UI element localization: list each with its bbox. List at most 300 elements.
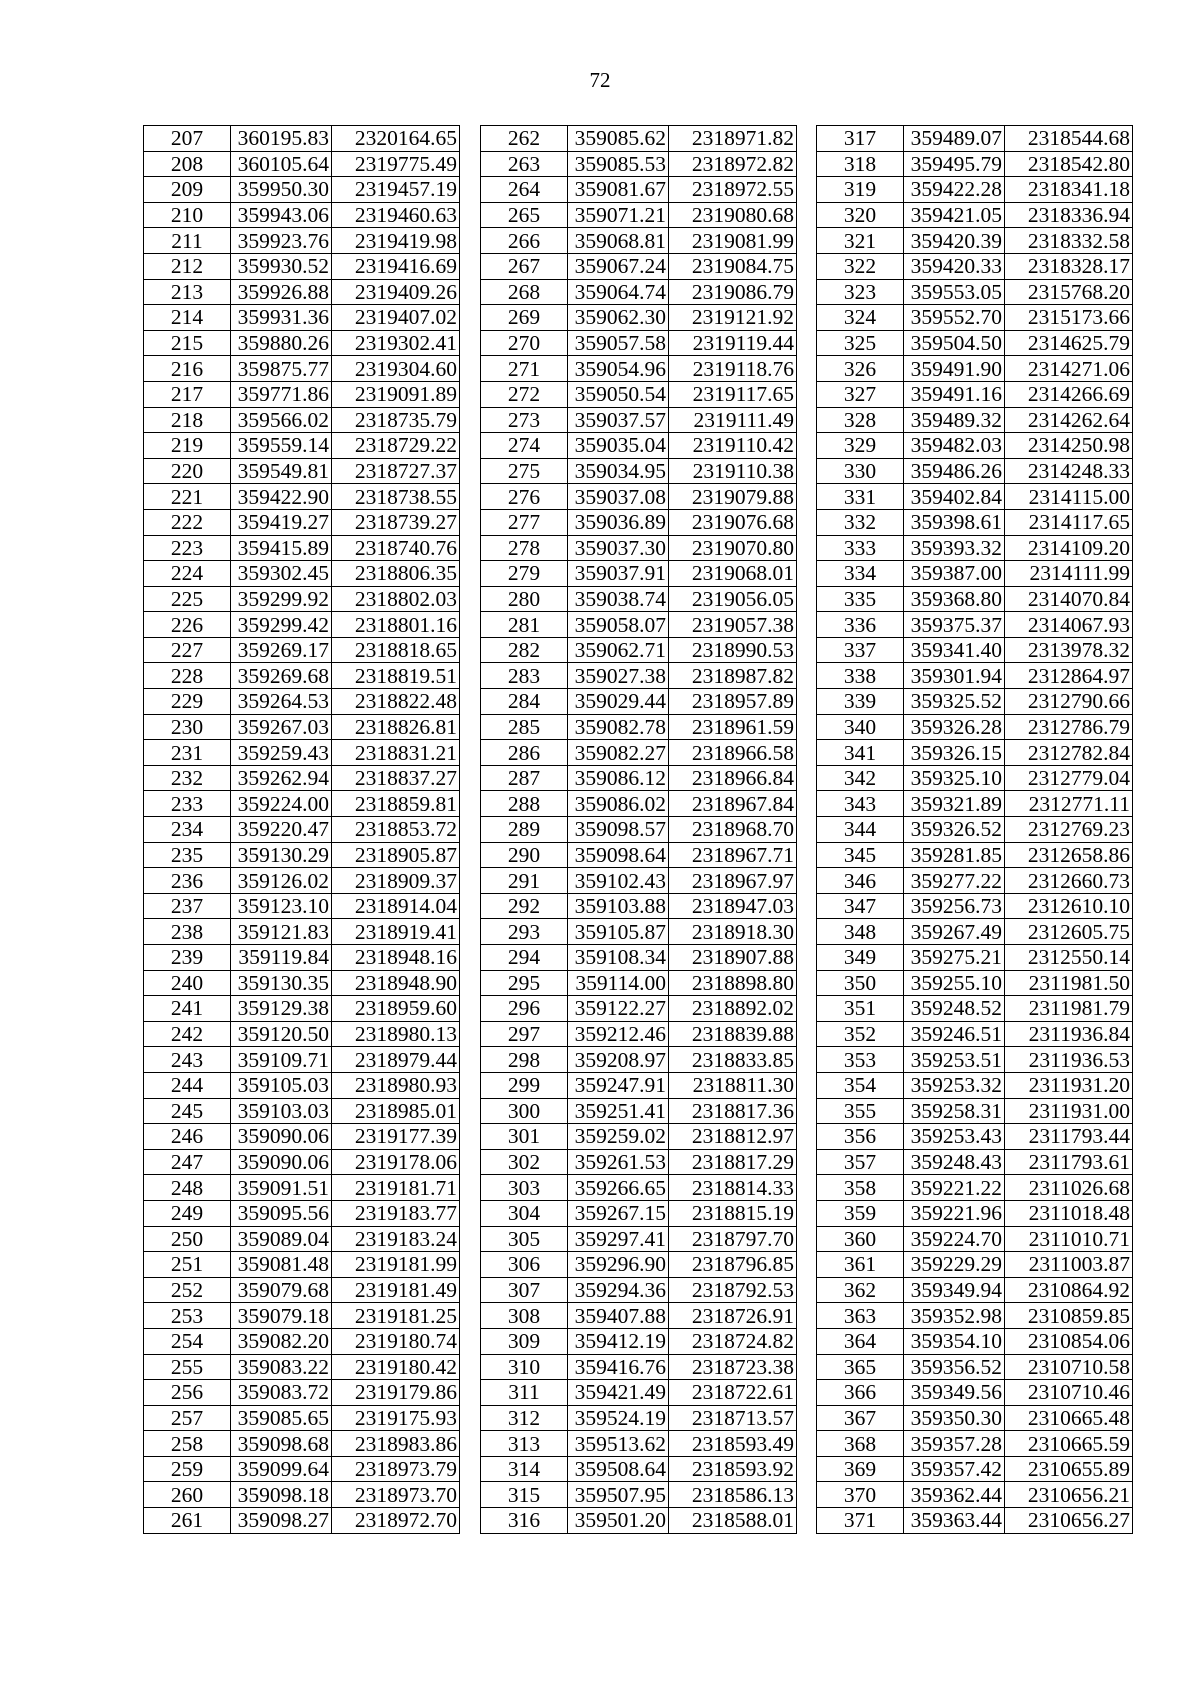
x-coordinate-cell: 359120.50 (231, 1021, 332, 1047)
x-coordinate-cell: 359248.52 (904, 996, 1005, 1022)
table-row (817, 279, 1133, 305)
y-coordinate-cell: 2319076.68 (669, 509, 797, 535)
y-coordinate-cell: 2319181.49 (332, 1277, 460, 1303)
coordinate-table-1 (143, 125, 460, 1534)
point-number-cell: 269 (481, 305, 568, 331)
table-row (817, 1124, 1133, 1150)
point-number-cell: 292 (481, 893, 568, 919)
table-row (481, 1149, 797, 1175)
table-row (144, 945, 460, 971)
table-row (481, 433, 797, 459)
point-number-cell: 221 (144, 484, 231, 510)
x-coordinate-cell: 359501.20 (568, 1508, 669, 1534)
point-number-cell: 277 (481, 509, 568, 535)
y-coordinate-cell: 2311981.79 (1005, 996, 1133, 1022)
point-number-cell: 235 (144, 842, 231, 868)
x-coordinate-cell: 359103.03 (231, 1098, 332, 1124)
x-coordinate-cell: 359130.29 (231, 842, 332, 868)
x-coordinate-cell: 359508.64 (568, 1456, 669, 1482)
x-coordinate-cell: 359341.40 (904, 637, 1005, 663)
table-row (481, 740, 797, 766)
table-row (144, 1482, 460, 1508)
table-row (481, 586, 797, 612)
table-row (481, 1508, 797, 1534)
point-number-cell: 288 (481, 791, 568, 817)
table-row (144, 612, 460, 638)
table-row (144, 407, 460, 433)
x-coordinate-cell: 359420.33 (904, 253, 1005, 279)
x-coordinate-cell: 359524.19 (568, 1405, 669, 1431)
table-row (817, 1431, 1133, 1457)
table-row (817, 765, 1133, 791)
point-number-cell: 223 (144, 535, 231, 561)
point-number-cell: 299 (481, 1072, 568, 1098)
table-row (481, 1277, 797, 1303)
y-coordinate-cell: 2318811.30 (669, 1072, 797, 1098)
y-coordinate-cell: 2319111.49 (669, 407, 797, 433)
y-coordinate-cell: 2311793.61 (1005, 1149, 1133, 1175)
point-number-cell: 336 (817, 612, 904, 638)
y-coordinate-cell: 2312658.86 (1005, 842, 1133, 868)
point-number-cell: 252 (144, 1277, 231, 1303)
y-coordinate-cell: 2319181.25 (332, 1303, 460, 1329)
x-coordinate-cell: 359415.89 (231, 535, 332, 561)
point-number-cell: 311 (481, 1380, 568, 1406)
point-number-cell: 210 (144, 202, 231, 228)
x-coordinate-cell: 359050.54 (568, 381, 669, 407)
y-coordinate-cell: 2319091.89 (332, 381, 460, 407)
x-coordinate-cell: 359296.90 (568, 1252, 669, 1278)
y-coordinate-cell: 2318796.85 (669, 1252, 797, 1278)
x-coordinate-cell: 359221.22 (904, 1175, 1005, 1201)
y-coordinate-cell: 2318909.37 (332, 868, 460, 894)
point-number-cell: 346 (817, 868, 904, 894)
y-coordinate-cell: 2318332.58 (1005, 228, 1133, 254)
x-coordinate-cell: 359258.31 (904, 1098, 1005, 1124)
y-coordinate-cell: 2318959.60 (332, 996, 460, 1022)
x-coordinate-cell: 359036.89 (568, 509, 669, 535)
y-coordinate-cell: 2319457.19 (332, 177, 460, 203)
y-coordinate-cell: 2318837.27 (332, 765, 460, 791)
x-coordinate-cell: 359375.37 (904, 612, 1005, 638)
table-row (817, 1072, 1133, 1098)
x-coordinate-cell: 359301.94 (904, 663, 1005, 689)
table-row (481, 1431, 797, 1457)
x-coordinate-cell: 359357.28 (904, 1431, 1005, 1457)
x-coordinate-cell: 359037.57 (568, 407, 669, 433)
y-coordinate-cell: 2319409.26 (332, 279, 460, 305)
table-row (144, 893, 460, 919)
point-number-cell: 349 (817, 945, 904, 971)
y-coordinate-cell: 2318892.02 (669, 996, 797, 1022)
point-number-cell: 360 (817, 1226, 904, 1252)
y-coordinate-cell: 2318729.22 (332, 433, 460, 459)
point-number-cell: 297 (481, 1021, 568, 1047)
table-row (817, 663, 1133, 689)
point-number-cell: 265 (481, 202, 568, 228)
point-number-cell: 250 (144, 1226, 231, 1252)
x-coordinate-cell: 360105.64 (231, 151, 332, 177)
point-number-cell: 367 (817, 1405, 904, 1431)
table-row (144, 458, 460, 484)
table-row (481, 458, 797, 484)
x-coordinate-cell: 359264.53 (231, 689, 332, 715)
y-coordinate-cell: 2318819.51 (332, 663, 460, 689)
y-coordinate-cell: 2319180.42 (332, 1354, 460, 1380)
y-coordinate-cell: 2318980.93 (332, 1072, 460, 1098)
table-row (144, 714, 460, 740)
x-coordinate-cell: 359058.07 (568, 612, 669, 638)
x-coordinate-cell: 359123.10 (231, 893, 332, 919)
point-number-cell: 208 (144, 151, 231, 177)
table-row (817, 1175, 1133, 1201)
table-row (481, 1098, 797, 1124)
point-number-cell: 225 (144, 586, 231, 612)
table-row (817, 1380, 1133, 1406)
point-number-cell: 325 (817, 330, 904, 356)
point-number-cell: 359 (817, 1200, 904, 1226)
table-row (481, 1482, 797, 1508)
table-row (481, 612, 797, 638)
y-coordinate-cell: 2310665.48 (1005, 1405, 1133, 1431)
y-coordinate-cell: 2318898.80 (669, 970, 797, 996)
x-coordinate-cell: 359354.10 (904, 1328, 1005, 1354)
y-coordinate-cell: 2310710.58 (1005, 1354, 1133, 1380)
table-row (817, 945, 1133, 971)
point-number-cell: 218 (144, 407, 231, 433)
table-row (144, 996, 460, 1022)
y-coordinate-cell: 2319056.05 (669, 586, 797, 612)
y-coordinate-cell: 2314250.98 (1005, 433, 1133, 459)
y-coordinate-cell: 2318723.38 (669, 1354, 797, 1380)
point-number-cell: 312 (481, 1405, 568, 1431)
x-coordinate-cell: 359261.53 (568, 1149, 669, 1175)
table-row (144, 305, 460, 331)
y-coordinate-cell: 2318853.72 (332, 817, 460, 843)
table-row (817, 1021, 1133, 1047)
x-coordinate-cell: 359931.36 (231, 305, 332, 331)
x-coordinate-cell: 359368.80 (904, 586, 1005, 612)
point-number-cell: 324 (817, 305, 904, 331)
y-coordinate-cell: 2318967.97 (669, 868, 797, 894)
y-coordinate-cell: 2311981.50 (1005, 970, 1133, 996)
y-coordinate-cell: 2318726.91 (669, 1303, 797, 1329)
table-row (817, 535, 1133, 561)
x-coordinate-cell: 359082.27 (568, 740, 669, 766)
x-coordinate-cell: 359325.10 (904, 765, 1005, 791)
table-row (481, 1328, 797, 1354)
table-row (481, 356, 797, 382)
point-number-cell: 222 (144, 509, 231, 535)
y-coordinate-cell: 2319775.49 (332, 151, 460, 177)
y-coordinate-cell: 2312550.14 (1005, 945, 1133, 971)
x-coordinate-cell: 359402.84 (904, 484, 1005, 510)
y-coordinate-cell: 2311026.68 (1005, 1175, 1133, 1201)
x-coordinate-cell: 359029.44 (568, 689, 669, 715)
point-number-cell: 255 (144, 1354, 231, 1380)
point-number-cell: 351 (817, 996, 904, 1022)
y-coordinate-cell: 2318990.53 (669, 637, 797, 663)
table-row (817, 1277, 1133, 1303)
point-number-cell: 303 (481, 1175, 568, 1201)
table-row (817, 1354, 1133, 1380)
y-coordinate-cell: 2318588.01 (669, 1508, 797, 1534)
table-row (144, 535, 460, 561)
x-coordinate-cell: 359224.00 (231, 791, 332, 817)
y-coordinate-cell: 2319080.68 (669, 202, 797, 228)
table-row (144, 1354, 460, 1380)
point-number-cell: 212 (144, 253, 231, 279)
x-coordinate-cell: 359267.49 (904, 919, 1005, 945)
x-coordinate-cell: 359081.67 (568, 177, 669, 203)
y-coordinate-cell: 2311003.87 (1005, 1252, 1133, 1278)
x-coordinate-cell: 360195.83 (231, 126, 332, 152)
x-coordinate-cell: 359099.64 (231, 1456, 332, 1482)
table-row (144, 1047, 460, 1073)
x-coordinate-cell: 359081.48 (231, 1252, 332, 1278)
table-row (817, 868, 1133, 894)
point-number-cell: 248 (144, 1175, 231, 1201)
x-coordinate-cell: 359212.46 (568, 1021, 669, 1047)
table-row (144, 1456, 460, 1482)
point-number-cell: 356 (817, 1124, 904, 1150)
point-number-cell: 344 (817, 817, 904, 843)
table-row (817, 177, 1133, 203)
table-row (481, 484, 797, 510)
y-coordinate-cell: 2318328.17 (1005, 253, 1133, 279)
point-number-cell: 231 (144, 740, 231, 766)
table-row (144, 637, 460, 663)
y-coordinate-cell: 2319460.63 (332, 202, 460, 228)
y-coordinate-cell: 2318727.37 (332, 458, 460, 484)
table-row (481, 561, 797, 587)
point-number-cell: 232 (144, 765, 231, 791)
table-row (817, 842, 1133, 868)
y-coordinate-cell: 2318914.04 (332, 893, 460, 919)
y-coordinate-cell: 2319084.75 (669, 253, 797, 279)
y-coordinate-cell: 2318967.84 (669, 791, 797, 817)
table-row (144, 561, 460, 587)
table-row (144, 791, 460, 817)
point-number-cell: 273 (481, 407, 568, 433)
y-coordinate-cell: 2310854.06 (1005, 1328, 1133, 1354)
x-coordinate-cell: 359491.16 (904, 381, 1005, 407)
point-number-cell: 262 (481, 126, 568, 152)
y-coordinate-cell: 2310710.46 (1005, 1380, 1133, 1406)
y-coordinate-cell: 2318973.70 (332, 1482, 460, 1508)
x-coordinate-cell: 359349.56 (904, 1380, 1005, 1406)
x-coordinate-cell: 359224.70 (904, 1226, 1005, 1252)
x-coordinate-cell: 359248.43 (904, 1149, 1005, 1175)
point-number-cell: 368 (817, 1431, 904, 1457)
x-coordinate-cell: 359321.89 (904, 791, 1005, 817)
table-row (481, 1175, 797, 1201)
x-coordinate-cell: 359398.61 (904, 509, 1005, 535)
point-number-cell: 278 (481, 535, 568, 561)
x-coordinate-cell: 359090.06 (231, 1124, 332, 1150)
y-coordinate-cell: 2314067.93 (1005, 612, 1133, 638)
x-coordinate-cell: 359067.24 (568, 253, 669, 279)
table-row (144, 1405, 460, 1431)
y-coordinate-cell: 2311018.48 (1005, 1200, 1133, 1226)
x-coordinate-cell: 359062.71 (568, 637, 669, 663)
y-coordinate-cell: 2319180.74 (332, 1328, 460, 1354)
x-coordinate-cell: 359926.88 (231, 279, 332, 305)
point-number-cell: 331 (817, 484, 904, 510)
table-row (817, 126, 1133, 152)
x-coordinate-cell: 359362.44 (904, 1482, 1005, 1508)
table-row (144, 1431, 460, 1457)
table-row (144, 970, 460, 996)
y-coordinate-cell: 2312864.97 (1005, 663, 1133, 689)
table-row (144, 228, 460, 254)
table-row (481, 509, 797, 535)
point-number-cell: 279 (481, 561, 568, 587)
x-coordinate-cell: 359486.26 (904, 458, 1005, 484)
point-number-cell: 317 (817, 126, 904, 152)
y-coordinate-cell: 2318961.59 (669, 714, 797, 740)
table-row (144, 663, 460, 689)
point-number-cell: 332 (817, 509, 904, 535)
y-coordinate-cell: 2314266.69 (1005, 381, 1133, 407)
point-number-cell: 254 (144, 1328, 231, 1354)
point-number-cell: 257 (144, 1405, 231, 1431)
point-number-cell: 314 (481, 1456, 568, 1482)
x-coordinate-cell: 359393.32 (904, 535, 1005, 561)
y-coordinate-cell: 2315768.20 (1005, 279, 1133, 305)
x-coordinate-cell: 359105.87 (568, 919, 669, 945)
table-row (481, 535, 797, 561)
table-row (817, 637, 1133, 663)
table-row (817, 484, 1133, 510)
x-coordinate-cell: 359085.62 (568, 126, 669, 152)
y-coordinate-cell: 2319081.99 (669, 228, 797, 254)
table-row (144, 1124, 460, 1150)
x-coordinate-cell: 359326.28 (904, 714, 1005, 740)
y-coordinate-cell: 2319070.80 (669, 535, 797, 561)
table-row (481, 305, 797, 331)
y-coordinate-cell: 2318919.41 (332, 919, 460, 945)
point-number-cell: 246 (144, 1124, 231, 1150)
x-coordinate-cell: 359098.64 (568, 842, 669, 868)
table-row (481, 253, 797, 279)
x-coordinate-cell: 359266.65 (568, 1175, 669, 1201)
point-number-cell: 213 (144, 279, 231, 305)
x-coordinate-cell: 359357.42 (904, 1456, 1005, 1482)
y-coordinate-cell: 2318972.70 (332, 1508, 460, 1534)
x-coordinate-cell: 359253.43 (904, 1124, 1005, 1150)
y-coordinate-cell: 2318593.92 (669, 1456, 797, 1482)
point-number-cell: 335 (817, 586, 904, 612)
y-coordinate-cell: 2319181.71 (332, 1175, 460, 1201)
x-coordinate-cell: 359422.28 (904, 177, 1005, 203)
point-number-cell: 350 (817, 970, 904, 996)
y-coordinate-cell: 2318839.88 (669, 1021, 797, 1047)
table-row (144, 1226, 460, 1252)
point-number-cell: 272 (481, 381, 568, 407)
table-row (144, 202, 460, 228)
table-row (817, 458, 1133, 484)
point-number-cell: 328 (817, 407, 904, 433)
table-row (144, 1149, 460, 1175)
x-coordinate-cell: 359122.27 (568, 996, 669, 1022)
table-row (817, 561, 1133, 587)
y-coordinate-cell: 2318948.90 (332, 970, 460, 996)
x-coordinate-cell: 359504.50 (904, 330, 1005, 356)
x-coordinate-cell: 359277.22 (904, 868, 1005, 894)
table-row (481, 202, 797, 228)
table-row (481, 1405, 797, 1431)
point-number-cell: 211 (144, 228, 231, 254)
table-row (817, 1047, 1133, 1073)
y-coordinate-cell: 2319057.38 (669, 612, 797, 638)
y-coordinate-cell: 2312610.10 (1005, 893, 1133, 919)
point-number-cell: 293 (481, 919, 568, 945)
point-number-cell: 353 (817, 1047, 904, 1073)
table-row (817, 1149, 1133, 1175)
y-coordinate-cell: 2319183.77 (332, 1200, 460, 1226)
table-row (144, 1021, 460, 1047)
point-number-cell: 237 (144, 893, 231, 919)
y-coordinate-cell: 2319416.69 (332, 253, 460, 279)
point-number-cell: 298 (481, 1047, 568, 1073)
point-number-cell: 230 (144, 714, 231, 740)
y-coordinate-cell: 2312771.11 (1005, 791, 1133, 817)
y-coordinate-cell: 2318831.21 (332, 740, 460, 766)
table-row (481, 407, 797, 433)
y-coordinate-cell: 2318817.29 (669, 1149, 797, 1175)
point-number-cell: 243 (144, 1047, 231, 1073)
x-coordinate-cell: 359549.81 (231, 458, 332, 484)
y-coordinate-cell: 2319304.60 (332, 356, 460, 382)
point-number-cell: 247 (144, 1149, 231, 1175)
x-coordinate-cell: 359253.32 (904, 1072, 1005, 1098)
point-number-cell: 322 (817, 253, 904, 279)
point-number-cell: 326 (817, 356, 904, 382)
x-coordinate-cell: 359325.52 (904, 689, 1005, 715)
y-coordinate-cell: 2319110.42 (669, 433, 797, 459)
y-coordinate-cell: 2318918.30 (669, 919, 797, 945)
point-number-cell: 347 (817, 893, 904, 919)
x-coordinate-cell: 359419.27 (231, 509, 332, 535)
table-row (481, 1456, 797, 1482)
y-coordinate-cell: 2318722.61 (669, 1380, 797, 1406)
table-row (144, 1380, 460, 1406)
point-number-cell: 302 (481, 1149, 568, 1175)
y-coordinate-cell: 2319068.01 (669, 561, 797, 587)
point-number-cell: 275 (481, 458, 568, 484)
x-coordinate-cell: 359495.79 (904, 151, 1005, 177)
y-coordinate-cell: 2310655.89 (1005, 1456, 1133, 1482)
y-coordinate-cell: 2318905.87 (332, 842, 460, 868)
point-number-cell: 271 (481, 356, 568, 382)
table-row (144, 740, 460, 766)
y-coordinate-cell: 2310859.85 (1005, 1303, 1133, 1329)
y-coordinate-cell: 2319178.06 (332, 1149, 460, 1175)
table-row (817, 509, 1133, 535)
x-coordinate-cell: 359387.00 (904, 561, 1005, 587)
table-row (817, 407, 1133, 433)
table-row (817, 893, 1133, 919)
point-number-cell: 234 (144, 817, 231, 843)
table-row (817, 714, 1133, 740)
table-row (481, 765, 797, 791)
y-coordinate-cell: 2318947.03 (669, 893, 797, 919)
table-row (481, 637, 797, 663)
table-row (817, 1508, 1133, 1534)
x-coordinate-cell: 359247.91 (568, 1072, 669, 1098)
y-coordinate-cell: 2314115.00 (1005, 484, 1133, 510)
